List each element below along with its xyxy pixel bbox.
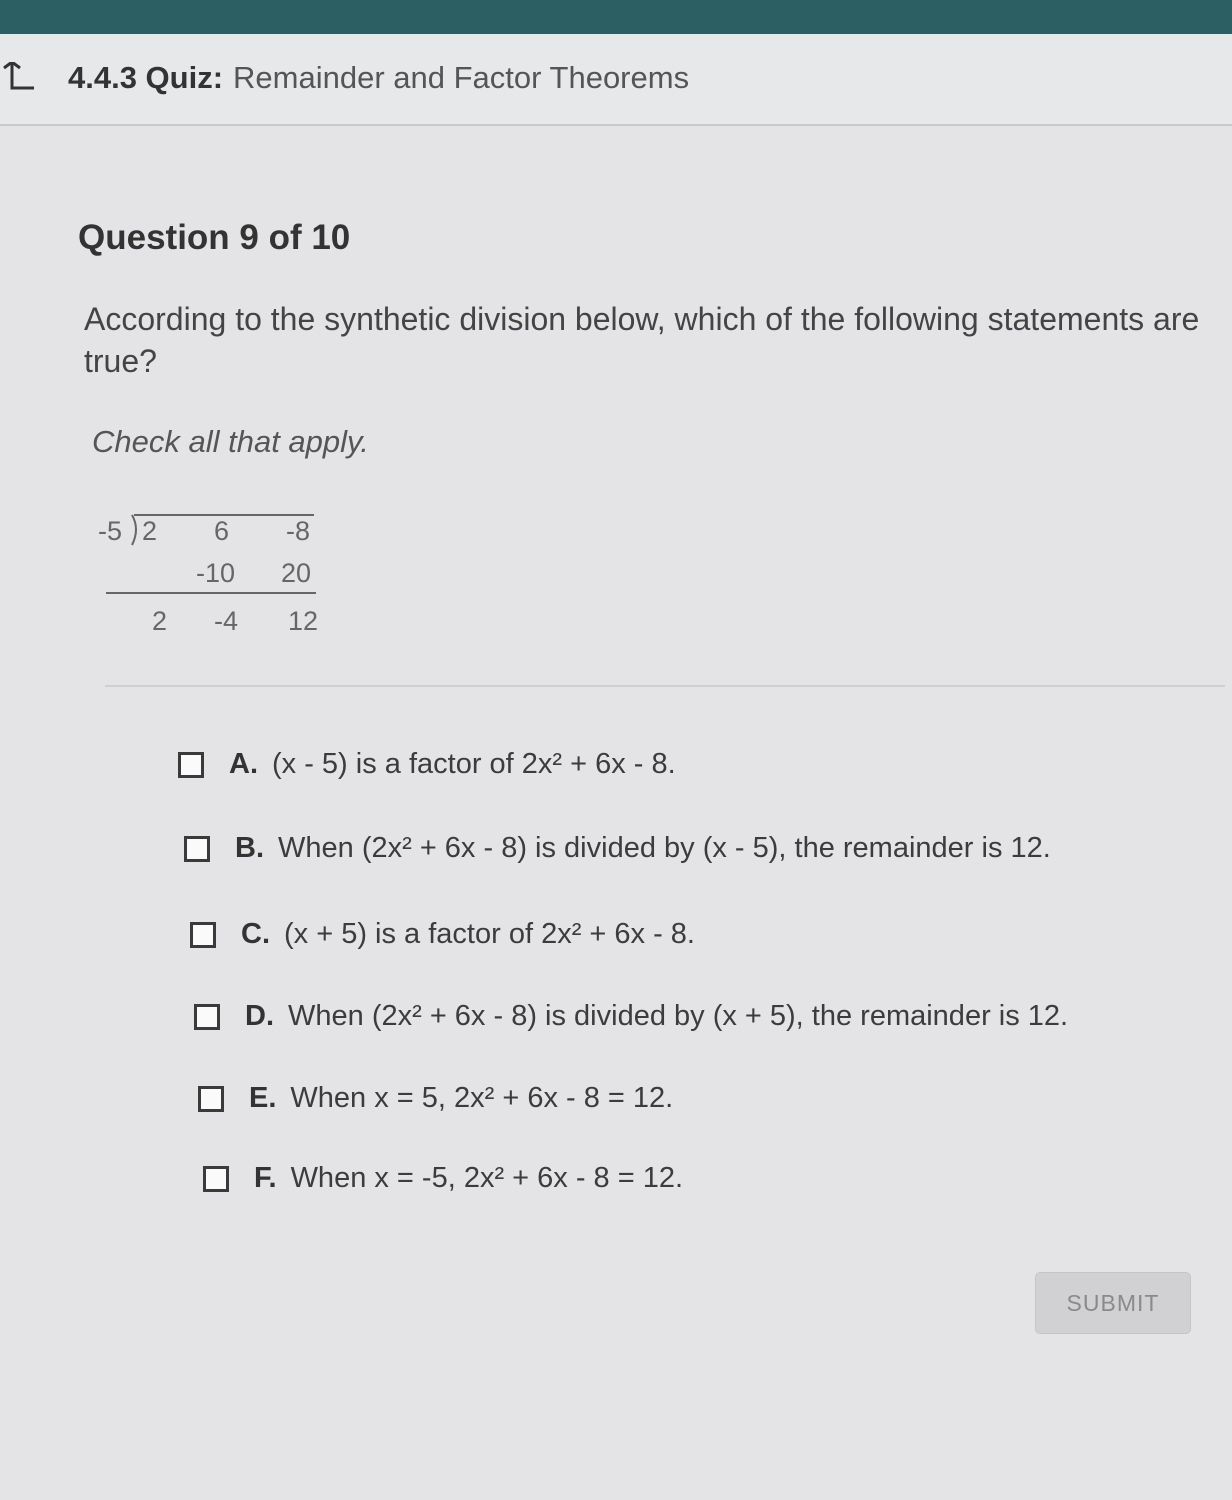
checkbox-icon[interactable] [178,752,204,778]
divider [105,685,1225,687]
option-text: When x = 5, 2x² + 6x - 8 = 12. [290,1082,674,1114]
option-e[interactable] [198,1082,673,1115]
syn-coef-3: -8 [286,516,311,546]
quiz-title [68,60,689,96]
checkbox-icon[interactable] [194,1004,220,1030]
option-letter: E. [249,1082,277,1114]
checkbox-icon[interactable] [184,836,210,862]
option-d[interactable] [194,1000,1068,1033]
synthetic-division [96,505,326,645]
option-text: When (2x² + 6x - 8) is divided by (x + 5), the remainder is 12. [288,1000,1069,1032]
option-text: (x - 5) is a factor of 2x² + 6x - 8. [272,748,676,780]
back-arrow-icon[interactable] [0,62,38,100]
syn-product-2: 20 [281,558,312,588]
option-letter: A. [229,748,258,780]
option-letter: D. [245,1000,274,1032]
option-a[interactable] [178,748,676,781]
question-number: Question 9 of 10 [78,218,351,257]
syn-result-1: 2 [152,606,168,636]
option-letter: F. [254,1162,277,1194]
question-instruction: Check all that apply. [92,424,369,459]
option-letter: C. [241,918,270,950]
option-text: When x = -5, 2x² + 6x - 8 = 12. [290,1162,684,1194]
option-text: When (2x² + 6x - 8) is divided by (x - 5), the remainder is 12. [278,832,1051,864]
quiz-name: Remainder and Factor Theorems [233,60,690,95]
syn-divisor: -5 [98,516,123,546]
option-letter: B. [235,832,264,864]
syn-product-1: -10 [196,558,236,588]
option-c[interactable] [190,918,695,951]
question-prompt: According to the synthetic division below, which of the following statements are true? [84,301,1200,379]
submit-button[interactable]: SUBMIT [1035,1272,1191,1334]
option-text: (x + 5) is a factor of 2x² + 6x - 8. [284,918,695,950]
quiz-number: 4.4.3 Quiz: [68,60,224,95]
syn-result-3: 12 [288,606,319,636]
syn-coef-2: 6 [214,516,230,546]
checkbox-icon[interactable] [198,1086,224,1112]
top-band [0,0,1232,34]
checkbox-icon[interactable] [190,922,216,948]
option-f[interactable] [203,1162,683,1195]
syn-coef-1: 2 [142,516,158,546]
checkbox-icon[interactable] [203,1166,229,1192]
syn-result-2: -4 [214,606,239,636]
option-b[interactable] [184,832,1051,865]
quiz-header [0,34,1232,126]
